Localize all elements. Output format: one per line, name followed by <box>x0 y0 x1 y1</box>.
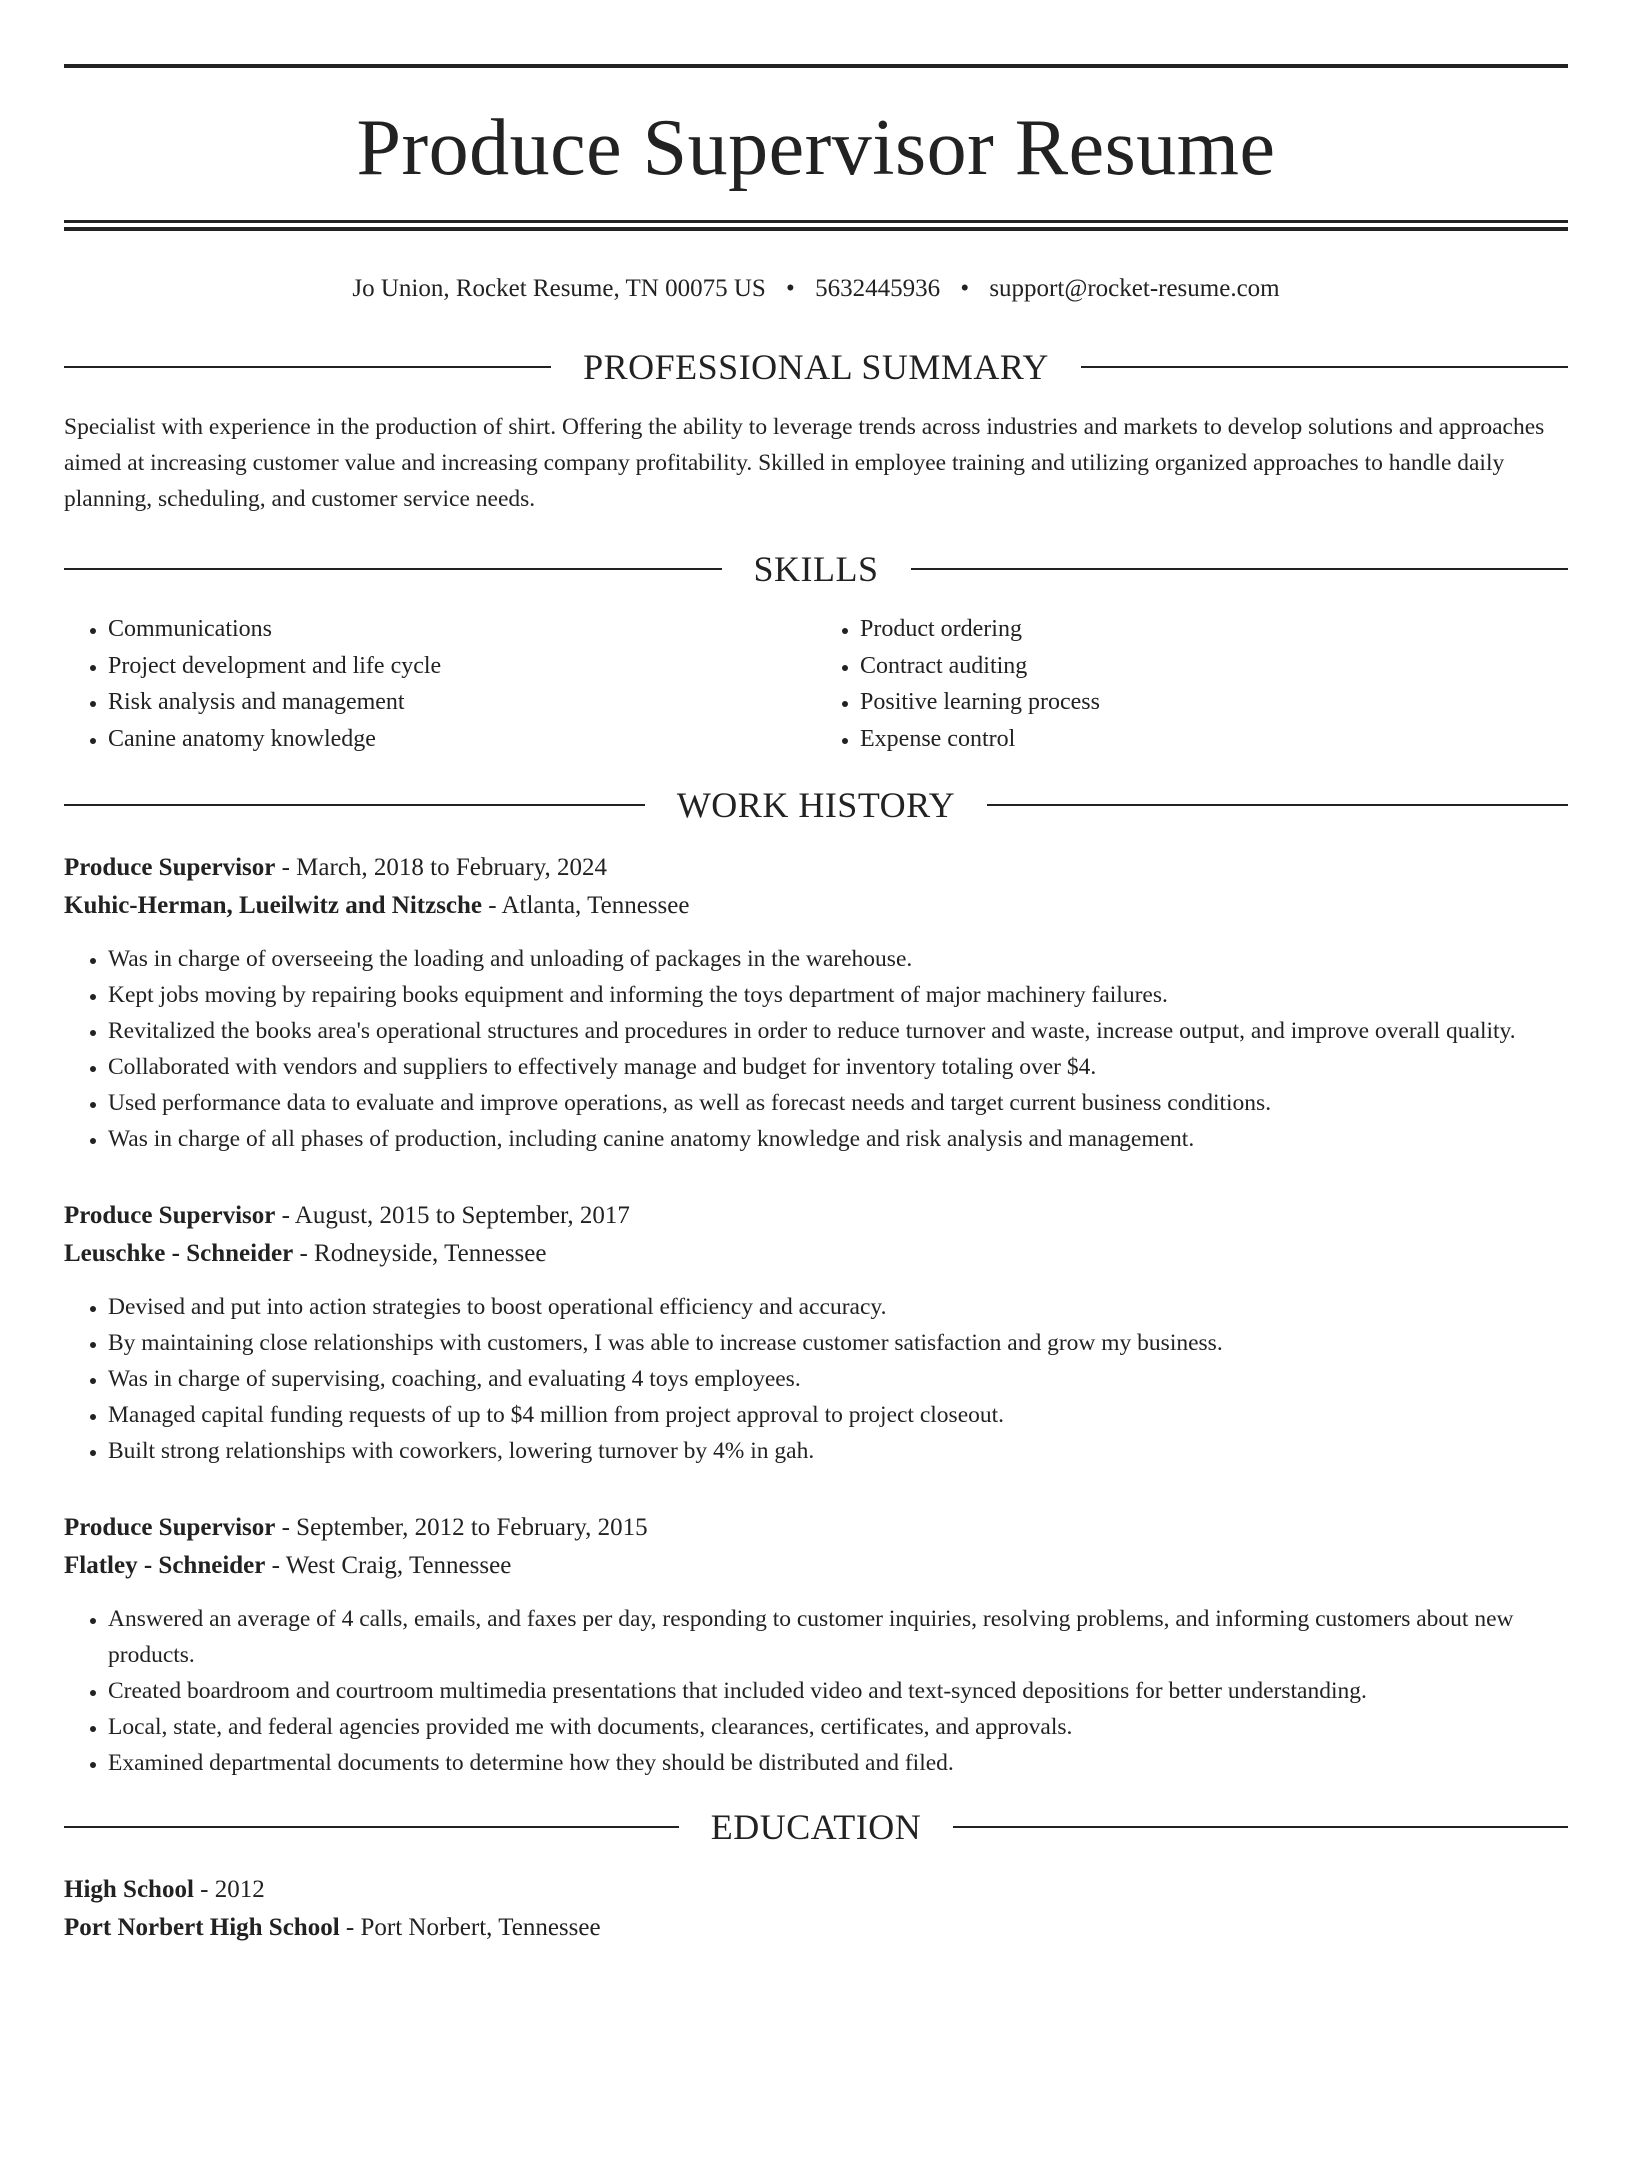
skill-item: • Canine anatomy knowledge <box>108 721 816 758</box>
contact-line <box>64 269 1568 309</box>
job-bullet: • Was in charge of all phases of production, including canine anatomy knowledge and risk analysis and management. <box>108 1121 1568 1157</box>
job-entry <box>64 1509 1568 1781</box>
heading-rule-right <box>1081 366 1568 368</box>
job-bullet: • Revitalized the books area's operational structures and procedures in order to reduce turnover and waste, increase output, and improve overall quality. <box>108 1013 1568 1049</box>
job-bullets <box>64 1601 1568 1781</box>
job-bullet: • Built strong relationships with coworkers, lowering turnover by 4% in gah. <box>108 1433 1568 1469</box>
education-degree: High School <box>64 1876 194 1903</box>
job-bullet: • Answered an average of 4 calls, emails, and faxes per day, responding to customer inquiries, resolving problems, and informing customers about new products. <box>108 1601 1568 1673</box>
skills-column-left <box>64 611 816 757</box>
job-role: Produce Supervisor <box>64 854 276 881</box>
summary-heading-label: PROFESSIONAL SUMMARY <box>583 347 1049 387</box>
job-bullet: • By maintaining close relationships with customers, I was able to increase customer satisfaction and grow my business. <box>108 1325 1568 1361</box>
education-entry <box>64 1871 1568 1947</box>
education-heading <box>64 1805 1568 1849</box>
summary-heading <box>64 345 1568 389</box>
skills-heading-label: SKILLS <box>753 549 879 589</box>
skill-item: • Product ordering <box>860 611 1568 648</box>
job-company-line <box>64 887 1568 925</box>
job-bullets <box>64 1289 1568 1469</box>
job-dates: - March, 2018 to February, 2024 <box>275 854 607 881</box>
heading-rule-right <box>987 804 1568 806</box>
skills-heading <box>64 547 1568 591</box>
job-location: - Atlanta, Tennessee <box>482 892 690 919</box>
heading-rule-right <box>953 1826 1568 1828</box>
work-heading-label: WORK HISTORY <box>676 785 956 825</box>
heading-rule-left <box>64 1826 679 1828</box>
skill-item: • Positive learning process <box>860 684 1568 721</box>
job-entry <box>64 849 1568 1157</box>
job-bullet: • Used performance data to evaluate and improve operations, as well as forecast needs and target current business conditions. <box>108 1085 1568 1121</box>
resume-page <box>0 64 1632 2176</box>
education-school: Port Norbert High School <box>64 1914 340 1941</box>
job-company-line <box>64 1547 1568 1585</box>
page-title: Produce Supervisor Resume <box>356 104 1276 192</box>
summary-text: Specialist with experience in the production of shirt. Offering the ability to leverage trends across industries and markets to develop solutions and approaches aimed at increasing customer value and increasing company profitability. Skilled in employee training and utilizing organized approaches to handle daily planning, scheduling, and customer service needs. <box>64 414 1545 512</box>
job-entry <box>64 1197 1568 1469</box>
title-double-rule <box>64 220 1568 231</box>
job-location: - West Craig, Tennessee <box>265 1552 512 1579</box>
contact-address: Jo Union, Rocket Resume, TN 00075 US <box>352 275 766 302</box>
job-role-line <box>64 1197 1568 1235</box>
job-role-line <box>64 849 1568 887</box>
heading-rule-left <box>64 804 645 806</box>
skill-item: • Risk analysis and management <box>108 684 816 721</box>
skill-item: • Contract auditing <box>860 648 1568 685</box>
top-rule <box>64 64 1568 68</box>
job-bullet: • Examined departmental documents to determine how they should be distributed and filed. <box>108 1745 1568 1781</box>
job-bullet: • Devised and put into action strategies to boost operational efficiency and accuracy. <box>108 1289 1568 1325</box>
contact-email: support@rocket-resume.com <box>989 275 1280 302</box>
education-location: - Port Norbert, Tennessee <box>339 1914 601 1941</box>
job-company: Kuhic-Herman, Lueilwitz and Nitzsche <box>64 892 483 919</box>
job-bullet: • Was in charge of supervising, coaching, and evaluating 4 toys employees. <box>108 1361 1568 1397</box>
education-degree-line <box>64 1871 1568 1909</box>
job-bullet: • Was in charge of overseeing the loading and unloading of packages in the warehouse. <box>108 941 1568 977</box>
job-role: Produce Supervisor <box>64 1202 276 1229</box>
education-heading-label: EDUCATION <box>710 1807 922 1847</box>
job-bullet: • Managed capital funding requests of up to $4 million from project approval to project closeout. <box>108 1397 1568 1433</box>
job-company-line <box>64 1235 1568 1273</box>
work-heading <box>64 783 1568 827</box>
skills-list <box>64 611 1568 757</box>
skill-item: • Expense control <box>860 721 1568 758</box>
job-dates: - September, 2012 to February, 2015 <box>275 1514 648 1541</box>
job-bullet: • Created boardroom and courtroom multimedia presentations that included video and text-synced depositions for better understanding. <box>108 1673 1568 1709</box>
education-year: - 2012 <box>193 1876 265 1903</box>
job-bullets <box>64 941 1568 1157</box>
job-bullet: • Collaborated with vendors and suppliers to effectively manage and budget for inventory totaling over $4. <box>108 1049 1568 1085</box>
contact-separator: • <box>960 275 970 302</box>
job-dates: - August, 2015 to September, 2017 <box>275 1202 630 1229</box>
skills-column-right <box>816 611 1568 757</box>
heading-rule-left <box>64 568 722 570</box>
contact-separator: • <box>786 275 795 302</box>
contact-phone: 5632445936 <box>815 275 941 302</box>
job-company: Leuschke - Schneider <box>64 1240 294 1267</box>
job-bullet: • Kept jobs moving by repairing books equipment and informing the toys department of major machinery failures. <box>108 977 1568 1013</box>
job-role-line <box>64 1509 1568 1547</box>
job-company: Flatley - Schneider <box>64 1552 266 1579</box>
heading-rule-right <box>911 568 1569 570</box>
heading-rule-left <box>64 366 551 368</box>
skill-item: • Project development and life cycle <box>108 648 816 685</box>
job-location: - Rodneyside, Tennessee <box>293 1240 547 1267</box>
education-school-line <box>64 1909 1568 1947</box>
job-role: Produce Supervisor <box>64 1514 276 1541</box>
job-bullet: • Local, state, and federal agencies provided me with documents, clearances, certificates, and approvals. <box>108 1709 1568 1745</box>
skill-item: • Communications <box>108 611 816 648</box>
